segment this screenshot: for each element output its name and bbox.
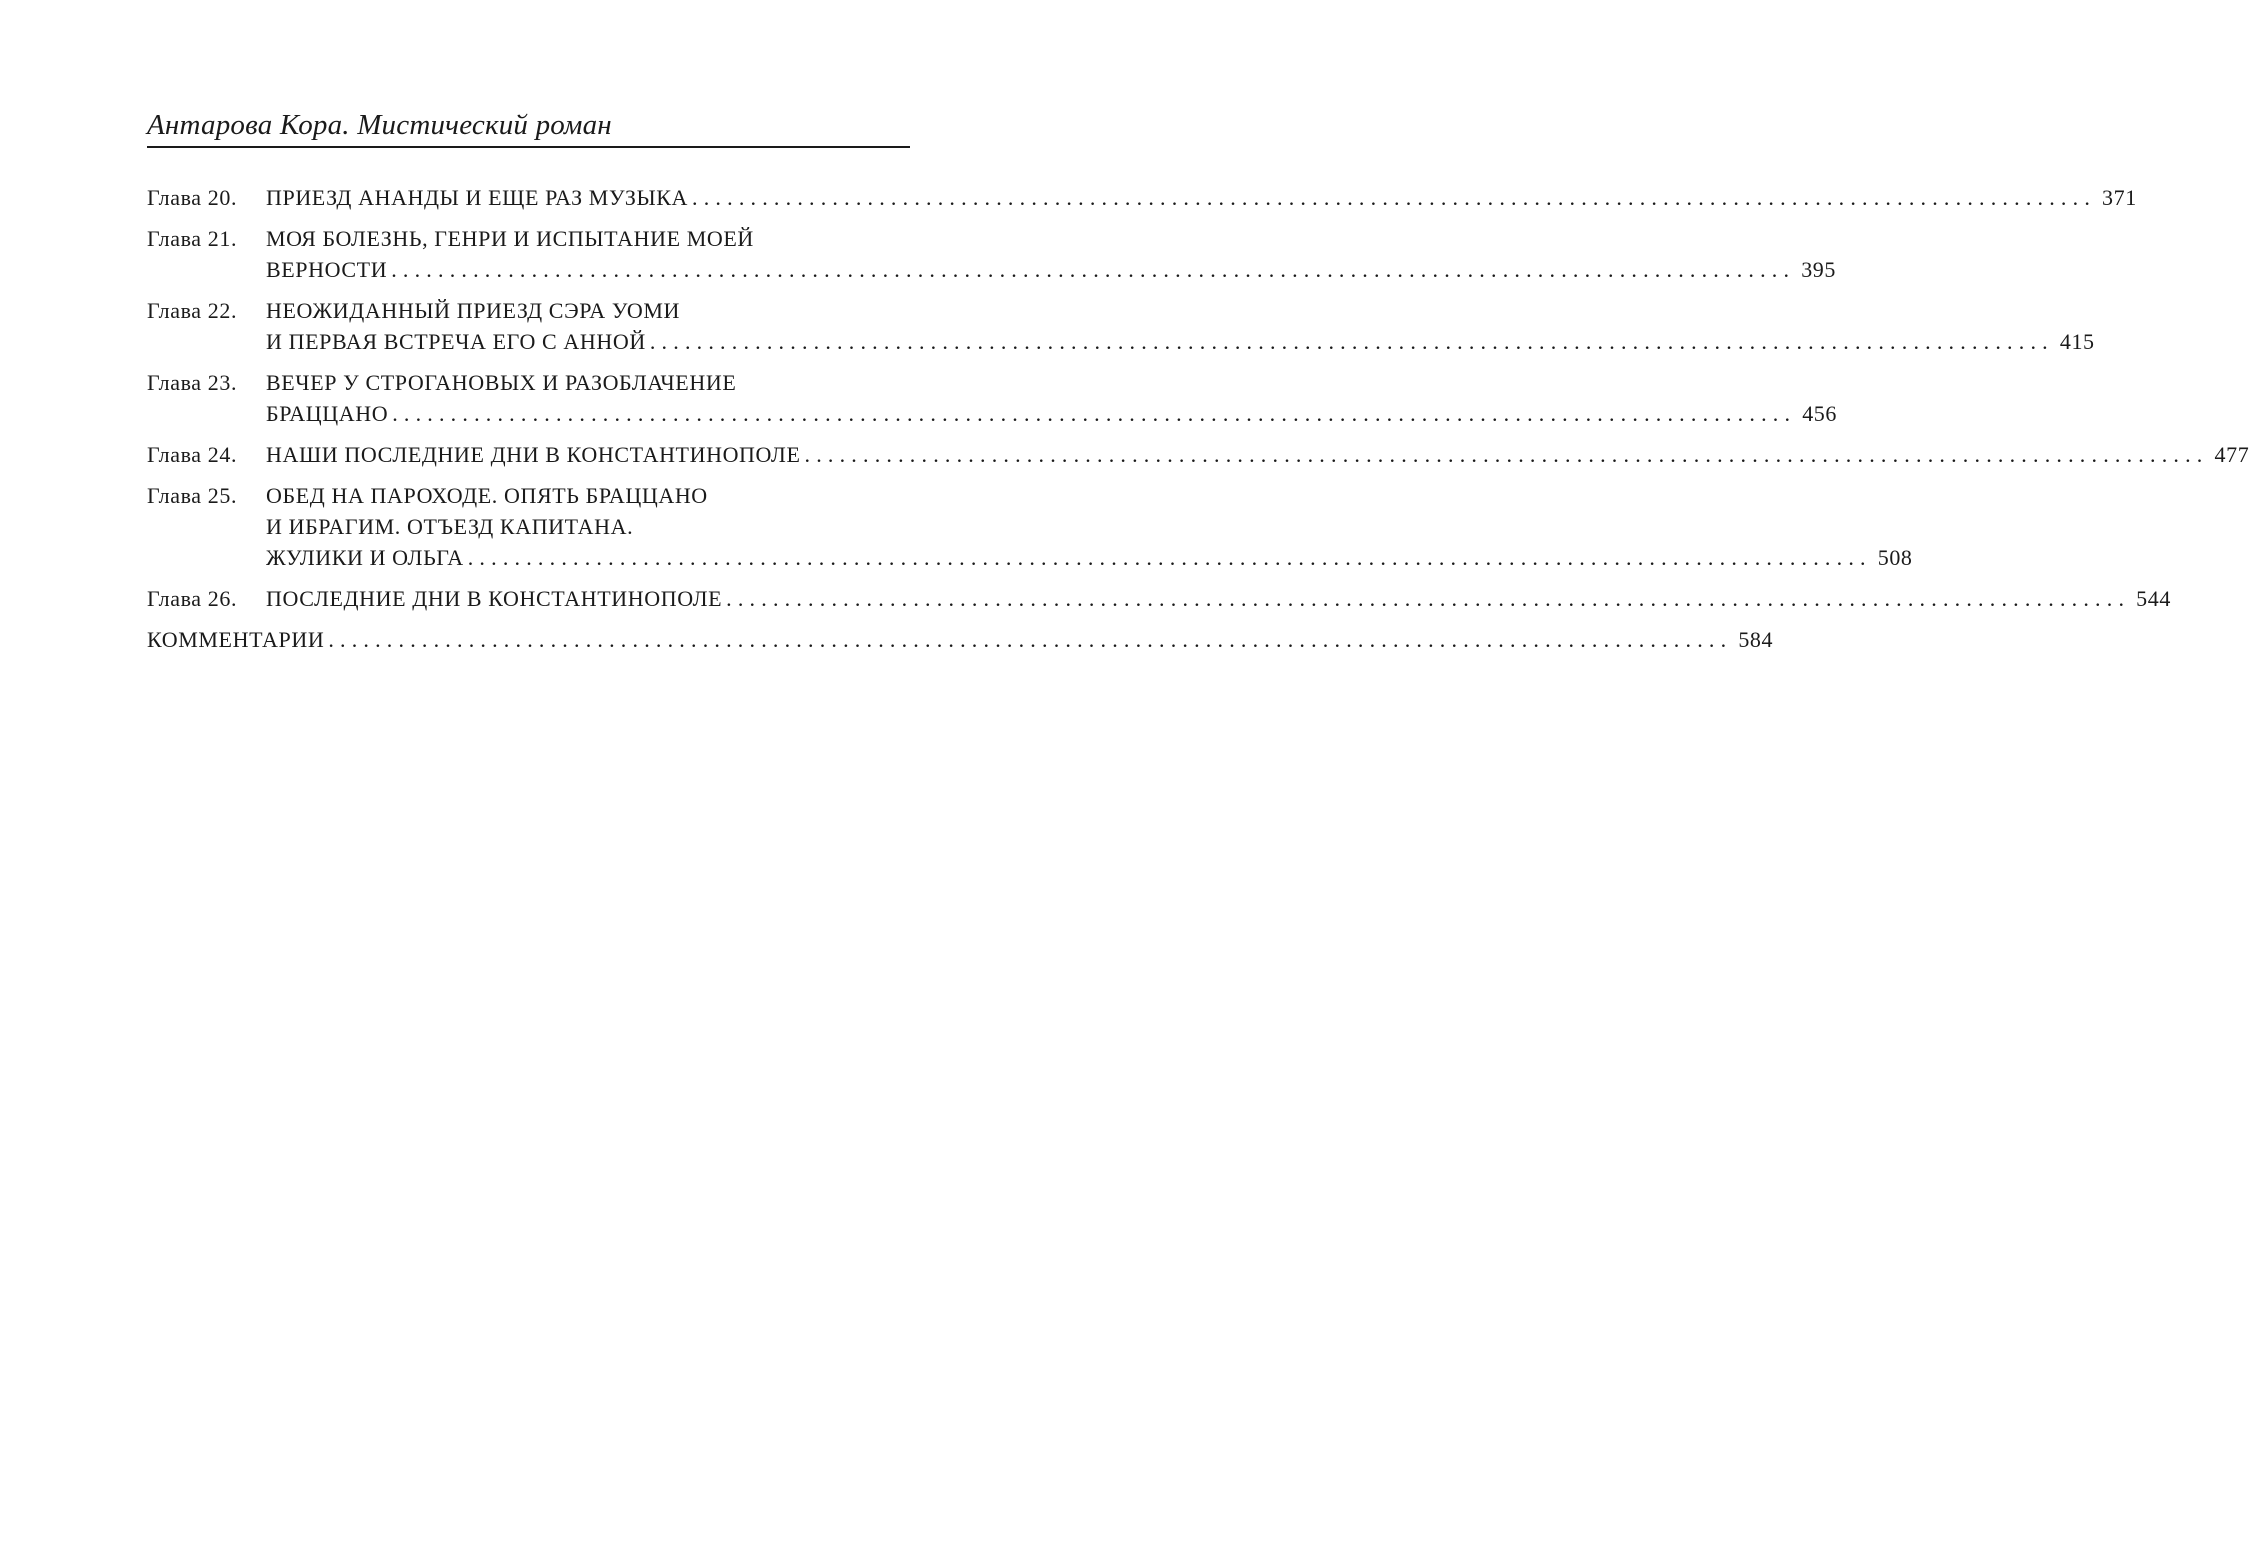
chapter-title: НАШИ ПОСЛЕДНИЕ ДНИ В КОНСТАНТИНОПОЛЕ bbox=[266, 442, 801, 467]
chapter-title-line: НЕОЖИДАННЫЙ ПРИЕЗД СЭРА УОМИ bbox=[266, 298, 681, 323]
chapter-title: ПРИЕЗД АНАНДЫ И ЕЩЕ РАЗ МУЗЫКА bbox=[266, 185, 689, 210]
chapter-number: Глава 25. bbox=[147, 483, 238, 508]
chapter-title: БРАЦЦАНО bbox=[266, 401, 389, 426]
chapter-number: Глава 22. bbox=[147, 298, 238, 323]
dot-leader: ........................................................................................................................ bbox=[328, 627, 1733, 652]
chapter-title-line: ОБЕД НА ПАРОХОДЕ. ОПЯТЬ БРАЦЦАНО bbox=[266, 483, 708, 508]
toc-entry-26[interactable] bbox=[147, 583, 2171, 614]
page-number: 371 bbox=[2102, 185, 2137, 210]
dot-leader: ........................................................................................................................ bbox=[804, 442, 2209, 467]
dot-leader: ........................................................................................................................ bbox=[392, 401, 1797, 426]
dot-leader: ........................................................................................................................ bbox=[467, 545, 1872, 570]
page-number: 477 bbox=[2214, 442, 2249, 467]
page-number: 456 bbox=[1802, 401, 1837, 426]
chapter-number: Глава 23. bbox=[147, 370, 238, 395]
chapter-number: Глава 26. bbox=[147, 586, 238, 611]
toc-entry-23[interactable] bbox=[147, 367, 1837, 429]
dot-leader: ........................................................................................................................ bbox=[649, 329, 2054, 354]
chapter-title: И ПЕРВАЯ ВСТРЕЧА ЕГО С АННОЙ bbox=[266, 329, 646, 354]
chapter-title: ЖУЛИКИ И ОЛЬГА bbox=[266, 545, 464, 570]
dot-leader: ........................................................................................................................ bbox=[391, 257, 1796, 282]
header-rule bbox=[147, 146, 910, 148]
toc-entry-24[interactable] bbox=[147, 439, 2249, 470]
chapter-number: Глава 20. bbox=[147, 185, 238, 210]
page-number: 508 bbox=[1877, 545, 1913, 570]
dot-leader: ........................................................................................................................ bbox=[692, 185, 2097, 210]
toc-entry-20[interactable] bbox=[147, 182, 2137, 213]
page-number: 415 bbox=[2059, 329, 2095, 354]
section-title: КОММЕНТАРИИ bbox=[147, 627, 325, 652]
page-number: 544 bbox=[2136, 586, 2171, 611]
page-number: 395 bbox=[1801, 257, 1837, 282]
chapter-title: ПОСЛЕДНИЕ ДНИ В КОНСТАНТИНОПОЛЕ bbox=[266, 586, 723, 611]
toc-entry-commentary[interactable] bbox=[147, 624, 1774, 655]
dot-leader: ........................................................................................................................ bbox=[726, 586, 2131, 611]
page-number: 584 bbox=[1738, 627, 1774, 652]
chapter-number: Глава 21. bbox=[147, 226, 238, 251]
table-of-contents bbox=[147, 182, 2249, 665]
running-head: Антарова Кора. Мистический роман bbox=[147, 109, 612, 141]
toc-entry-21[interactable] bbox=[147, 223, 1837, 285]
toc-entry-25[interactable] bbox=[147, 480, 1913, 573]
toc-entry-22[interactable] bbox=[147, 295, 2095, 357]
chapter-title: ВЕРНОСТИ bbox=[266, 257, 388, 282]
chapter-title-line: И ИБРАГИМ. ОТЪЕЗД КАПИТАНА. bbox=[266, 514, 634, 539]
chapter-number: Глава 24. bbox=[147, 442, 238, 467]
chapter-title-line: МОЯ БОЛЕЗНЬ, ГЕНРИ И ИСПЫТАНИЕ МОЕЙ bbox=[266, 226, 754, 251]
chapter-title-line: ВЕЧЕР У СТРОГАНОВЫХ И РАЗОБЛАЧЕНИЕ bbox=[266, 370, 737, 395]
